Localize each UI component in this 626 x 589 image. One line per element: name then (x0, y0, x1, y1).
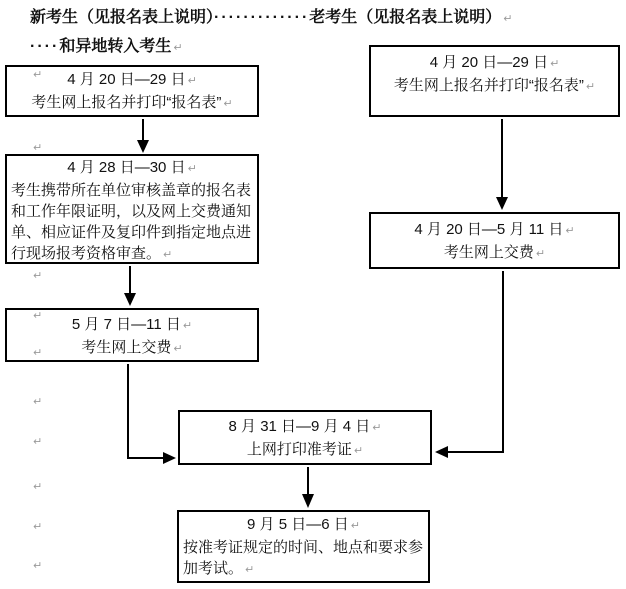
paragraph-mark-icon: ↵ (33, 142, 43, 154)
arrow-print-to-exam (302, 467, 314, 508)
header-line-1 (30, 4, 513, 27)
label-old-candidates: 老考生（见报名表上说明） (309, 9, 502, 26)
box-text: 考生携带所在单位审核盖章的报名表和工作年限证明，以及网上交费通知单、相应证件及复印件到指定地点进行现场报考资格审查。 ↵ (11, 182, 252, 262)
paragraph-mark-icon: ↵ (503, 13, 513, 25)
box-date: 4 月 20 日—29 日 ↵ (429, 54, 560, 71)
paragraph-mark-icon: ↵ (550, 58, 560, 70)
label-new-candidates: 新考生（见报名表上说明） (30, 9, 215, 26)
dot-leader-icon: ···· (30, 38, 60, 55)
paragraph-mark-icon: ↵ (33, 270, 43, 282)
paragraph-mark-icon: ↵ (245, 564, 255, 576)
box-text: 上网打印准考证 ↵ (246, 441, 364, 458)
box-date: 4 月 20 日—5 月 11 日 ↵ (414, 221, 575, 238)
box-text: 考生网上交费 ↵ (443, 244, 546, 261)
box-date: 4 月 20 日—29 日 ↵ (67, 71, 197, 88)
paragraph-mark-icon: ↵ (187, 163, 197, 175)
arrow-old-registration-to-payment (496, 119, 508, 210)
arrow-new-review-to-payment (124, 266, 136, 306)
paragraph-mark-icon: ↵ (565, 225, 575, 237)
paragraph-mark-icon: ↵ (33, 310, 43, 322)
paragraph-mark-icon: ↵ (353, 445, 364, 457)
box-text: 考生网上报名并打印“报名表” ↵ (31, 94, 233, 111)
paragraph-mark-icon: ↵ (33, 481, 43, 493)
box-date: 5 月 7 日—11 日 ↵ (71, 316, 193, 333)
paragraph-mark-icon: ↵ (350, 520, 360, 532)
flow-box-print-admission-ticket (178, 410, 432, 465)
flow-box-old-online-registration (369, 45, 620, 117)
flow-box-new-onsite-review (5, 154, 259, 264)
paragraph-mark-icon: ↵ (173, 42, 183, 54)
paragraph-mark-icon: ↵ (182, 320, 193, 332)
box-date: 8 月 31 日—9 月 4 日 ↵ (228, 418, 382, 435)
paragraph-mark-icon: ↵ (33, 521, 43, 533)
flow-box-new-online-registration (5, 65, 259, 117)
connector-old-payment-to-print (435, 271, 503, 458)
box-date: 9 月 5 日—6 日 ↵ (247, 516, 360, 533)
box-text: 按准考证规定的时间、地点和要求参加考试。 ↵ (183, 539, 424, 577)
label-transfer-candidates: 和异地转入考生 (59, 38, 172, 55)
arrow-new-registration-to-review (137, 119, 149, 153)
paragraph-mark-icon: ↵ (163, 249, 173, 261)
flow-box-old-online-payment (369, 212, 620, 269)
paragraph-mark-icon: ↵ (372, 422, 382, 434)
paragraph-mark-icon: ↵ (33, 347, 43, 359)
paragraph-mark-icon: ↵ (187, 75, 197, 87)
paragraph-mark-icon: ↵ (223, 98, 233, 110)
paragraph-mark-icon: ↵ (173, 343, 183, 355)
box-date: 4 月 28 日—30 日 ↵ (67, 159, 197, 176)
header-line-2 (30, 33, 183, 56)
paragraph-mark-icon: ↵ (585, 81, 596, 93)
flow-box-new-online-payment (5, 308, 259, 362)
connector-new-payment-to-print (128, 364, 176, 464)
paragraph-mark-icon: ↵ (33, 560, 43, 572)
paragraph-mark-icon: ↵ (33, 436, 43, 448)
dot-leader-icon: ············· (214, 9, 310, 26)
box-text: 考生网上报名并打印“报名表” ↵ (393, 77, 596, 94)
flow-box-take-exam (177, 510, 430, 583)
paragraph-mark-icon: ↵ (33, 69, 43, 81)
paragraph-mark-icon: ↵ (535, 248, 546, 260)
paragraph-mark-icon: ↵ (33, 396, 43, 408)
box-text: 考生网上交费 ↵ (81, 339, 183, 356)
